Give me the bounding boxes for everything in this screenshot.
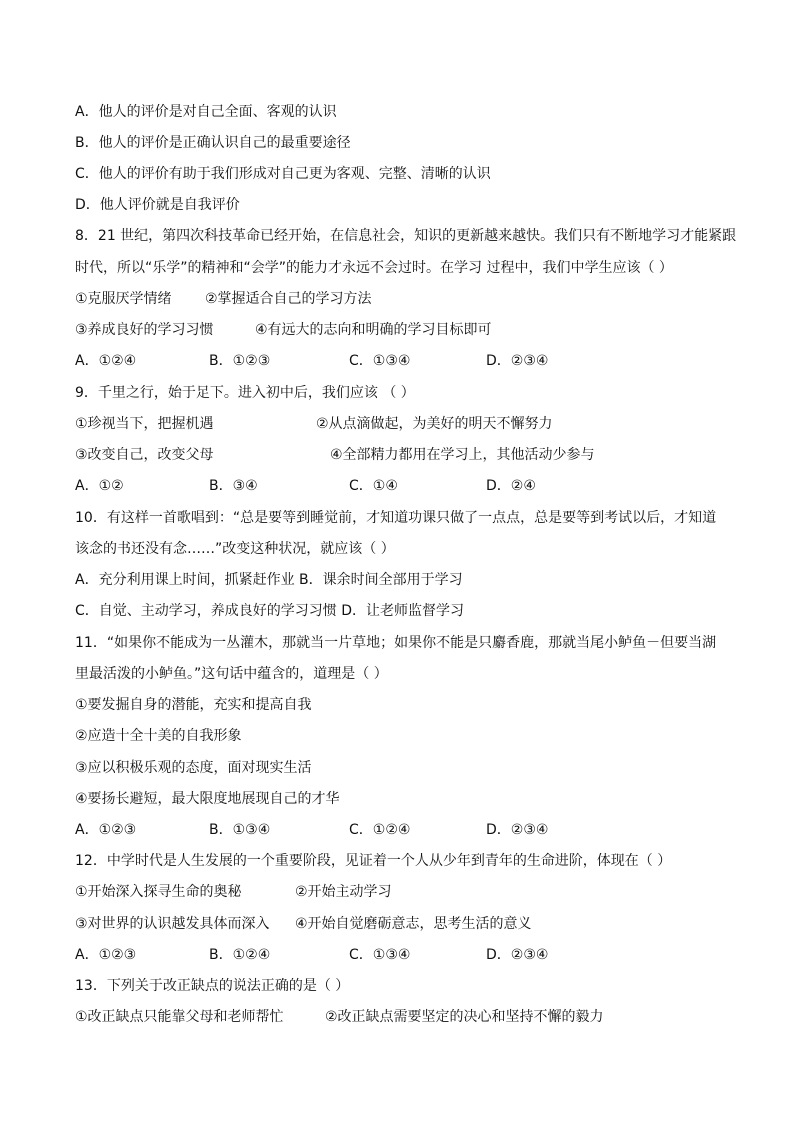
q11-item-1: ①要发掘自身的潜能，充实和提高自我 — [75, 697, 312, 713]
q11-option-c: C．①②④ — [349, 822, 411, 838]
q11-stem-line1: 11．“如果你不能成为一丛灌木，那就当一片草地；如果你不能是只麝香鹿，那就当尾小鲈鱼－但要当湖 — [75, 635, 717, 651]
q9-item-3: ③改变自己，改变父母 — [75, 447, 214, 463]
q11-item-4: ④要扬长避短，最大限度地展现自己的才华 — [75, 791, 340, 807]
q12-item-2: ②开始主动学习 — [295, 884, 392, 900]
q12-option-d: D．②③④ — [486, 947, 549, 963]
q11-option-a: A．①②③ — [75, 822, 137, 838]
q8-option-d: D．②③④ — [486, 353, 549, 369]
q9-item-2: ②从点滴做起，为美好的明天不懈努力 — [316, 416, 553, 432]
q12-option-a: A．①②③ — [75, 947, 137, 963]
q10-stem-line1: 10．有这样一首歌唱到：“总是要等到睡觉前，才知道功课只做了一点点，总是要等到考试以后，才知道 — [75, 510, 717, 526]
q8-option-b: B．①②③ — [209, 353, 271, 369]
q10-options-ab: A．充分利用课上时间，抓紧赶作业 B．课余时间全部用于学习 — [75, 572, 463, 588]
q8-item-3: ③养成良好的学习习惯 — [75, 322, 214, 338]
q10-options-cd: C．自觉、主动学习，养成良好的学习习惯 D．让老师监督学习 — [75, 603, 465, 619]
q8-option-c: C．①③④ — [349, 353, 411, 369]
q7-option-b: B．他人的评价是正确认识自己的最重要途径 — [75, 135, 351, 151]
q8-stem-line2: 时代，所以“乐学”的精神和“会学”的能力才永远不会过时。在学习 过程中，我们中学生应该（ ） — [75, 260, 673, 276]
q12-item-4: ④开始自觉磨砺意志，思考生活的意义 — [295, 916, 532, 932]
q8-stem-line1: 8．21 世纪，第四次科技革命已经开始，在信息社会，知识的更新越来越快。我们只有不断地学习才能紧跟 — [75, 228, 737, 244]
q8-option-a: A．①②④ — [75, 353, 137, 369]
q8-item-4: ④有远大的志向和明确的学习目标即可 — [255, 322, 492, 338]
q13-item-1: ①改正缺点只能靠父母和老师帮忙 — [75, 1009, 284, 1025]
q11-item-3: ③应以积极乐观的态度，面对现实生活 — [75, 760, 312, 776]
q13-stem: 13．下列关于改正缺点的说法正确的是（ ） — [75, 978, 350, 994]
q7-option-a: A．他人的评价是对自己全面、客观的认识 — [75, 104, 337, 120]
q9-item-4: ④全部精力都用在学习上，其他活动少参与 — [330, 447, 595, 463]
q9-stem: 9．千里之行，始于足下。进入初中后，我们应该 （ ） — [75, 385, 415, 401]
q7-option-c: C．他人的评价有助于我们形成对自己更为客观、完整、清晰的认识 — [75, 166, 491, 182]
q9-item-1: ①珍视当下，把握机遇 — [75, 416, 214, 432]
q11-item-2: ②应造十全十美的自我形象 — [75, 728, 242, 744]
q10-stem-line2: 该念的书还没有念……”改变这种状况，就应该（ ） — [75, 541, 395, 557]
q12-option-b: B．①②④ — [209, 947, 271, 963]
q12-item-1: ①开始深入探寻生命的奥秘 — [75, 884, 242, 900]
q8-item-2: ②掌握适合自己的学习方法 — [205, 291, 372, 307]
q7-option-d: D．他人评价就是自我评价 — [75, 197, 240, 213]
q12-option-c: C．①③④ — [349, 947, 411, 963]
q12-stem: 12．中学时代是人生发展的一个重要阶段，见证着一个人从少年到青年的生命进阶，体现在（ ） — [75, 853, 672, 869]
q9-option-b: B．③④ — [209, 478, 258, 494]
q12-item-3: ③对世界的认识越发具体而深入 — [75, 916, 270, 932]
q8-item-1: ①克服厌学情绪 — [75, 291, 172, 307]
q11-stem-line2: 里最活泼的小鲈鱼。”这句话中蕴含的，道理是（ ） — [75, 666, 388, 682]
q11-option-d: D．②③④ — [486, 822, 549, 838]
q13-item-2: ②改正缺点需要坚定的决心和坚持不懈的毅力 — [325, 1009, 604, 1025]
q9-option-c: C．①④ — [349, 478, 398, 494]
q9-option-d: D．②④ — [486, 478, 536, 494]
q11-option-b: B．①③④ — [209, 822, 271, 838]
q9-option-a: A．①② — [75, 478, 124, 494]
